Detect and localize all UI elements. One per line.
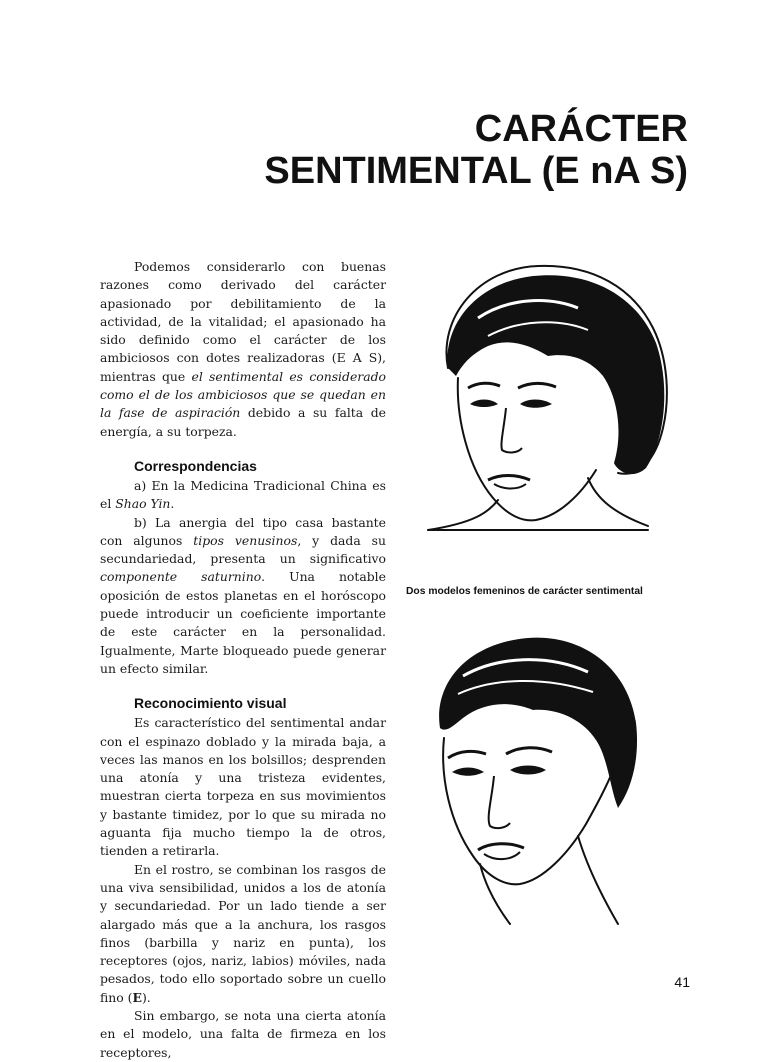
corr-b-text-1: b) La anergia del tipo casa bastante con algunos [100,514,386,548]
intro-paragraph [100,258,386,441]
figure-caption: Dos modelos femeninos de carácter sentimental [406,586,643,597]
rec-p2-bold: E [132,989,142,1005]
corr-b-emphasis-2: componente saturnino [100,569,262,585]
heading-correspondencias: Correspondencias [134,457,257,474]
corr-b-text-2: , y dada su secundariedad, presenta un significativo [100,532,386,567]
corr-a-end: . [170,496,175,512]
reconocimiento-p3: Sin embargo, se nota una cierta atonía en el modelo, una falta de firmeza en los receptores, [100,1007,386,1060]
correspondencia-a [100,477,386,514]
corr-a-text: a) En la Medicina Tradicional China es el [100,477,386,512]
intro-text-emphasis: el sentimental es considerado como el de los ambiciosos que se quedan en la fase de aspiración [100,368,386,421]
correspondencia-b [100,514,386,679]
corr-b-text-3: . Una notable oposición de estos planetas en el horóscopo puede introducir un coeficiente importante de este carácter en la personalidad. Igualmente, Marte bloqueado puede generar un efecto similar. [100,569,386,676]
reconocimiento-p1: Es característico del sentimental andar con el espinazo doblado y la mirada baja, a veces las manos en los bolsillos; desprenden una atonía y una tristeza evidentes, muestran cierta torpeza en sus movimientos y bastante timidez, por lo que su mirada no aguanta fija mucho tiempo la de otros, tienden a retirarla. [100,715,386,859]
heading-reconocimiento: Reconocimiento visual [134,695,287,712]
page-title [168,108,688,192]
intro-text-a: Podemos considerarlo con buenas razones como derivado del carácter apasionado por debilitamiento de la actividad, de la vitalidad; el apasionado ha sido definido como el carácter de los ambiciosos con dotes realizadoras (E A S), mientras que [100,259,386,384]
corr-b-emphasis-1: tipos venusinos [193,532,298,548]
intro-text-b: debido a su falta de energía, a su torpeza. [100,405,386,439]
page-number: 41 [674,974,690,990]
title-line-2: SENTIMENTAL (E nA S) [264,150,688,192]
portrait-illustration-2 [418,628,648,928]
title-line-1: CARÁCTER [474,108,688,150]
portrait-illustration-1 [418,258,688,538]
reconocimiento-p2 [100,861,386,1007]
rec-p2-text-c: ). [141,989,151,1005]
rec-p2-text-a: En el rostro, se combinan los rasgos de una viva sensibilidad, unidos a los de atonía y secundariedad. Por un lado tiende a ser alargado más que a la anchura, los rasgos finos (barbilla y nariz en punta), los receptores (ojos, nariz, labios) móviles, nada pesados, todo ello soportado sobre un cuello fino ( [100,861,386,1005]
text-column [100,258,386,1062]
corr-a-emphasis: Shao Yin [115,496,171,512]
